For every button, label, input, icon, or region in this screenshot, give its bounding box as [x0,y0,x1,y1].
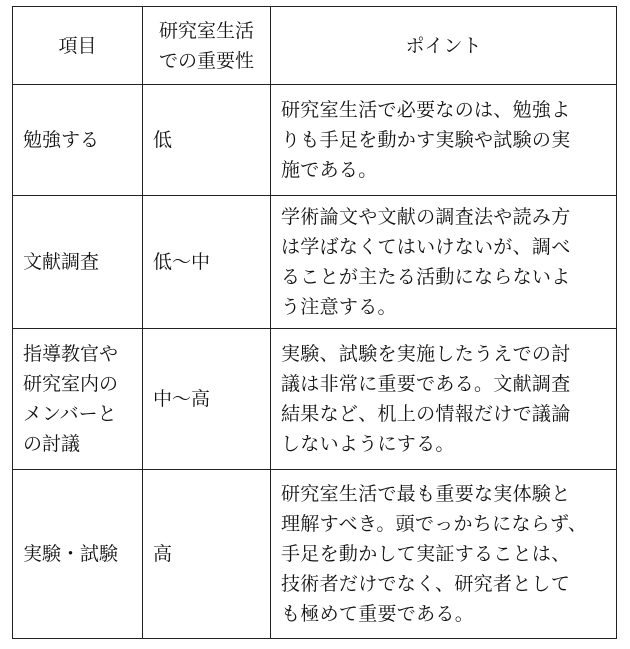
point-line: 理解すべき。頭でっかちにならず、 [281,513,588,535]
header-importance [143,7,271,85]
table-row [13,85,617,196]
item-line: の討議 [23,433,81,455]
point-line: 研究室生活で必要なのは、勉強よ [281,99,571,121]
importance-cell: 低～中 [143,196,271,329]
item-line: 文献調査 [23,251,100,273]
item-cell [13,85,143,196]
table-row [13,196,617,329]
header-importance-line: での重要性 [158,49,254,72]
point-line: も極めて重要である。 [281,603,475,625]
item-line: 指導教官や [23,343,119,365]
item-cell [13,470,143,639]
item-line: 勉強する [23,129,100,151]
point-line: は学ばなくてはいけないが、調べ [281,236,571,258]
point-line: う注意する。 [281,296,397,318]
header-importance-line: 研究室生活 [158,19,254,42]
item-cell [13,196,143,329]
point-line: ることが主たる活動にならないよ [281,266,571,288]
table-row [13,329,617,470]
point-line: 施である。 [281,159,378,181]
point-cell [271,85,617,196]
point-line: りも手足を動かす実験や試験の実 [281,129,571,151]
importance-cell: 低 [143,85,271,196]
item-cell [13,329,143,470]
point-cell [271,196,617,329]
point-line: 結果など、机上の情報だけで議論 [281,403,571,425]
item-line: 研究室内の [23,373,119,395]
point-line: 研究室生活で最も重要な実体験と [281,483,571,505]
point-line: 手足を動かして実証することは、 [281,543,571,565]
header-item: 項目 [13,7,143,85]
research-life-table [12,6,617,639]
point-line: しないようにする。 [281,433,455,455]
header-point: ポイント [271,7,617,85]
importance-cell: 高 [143,470,271,639]
point-line: 議は非常に重要である。文献調査 [281,373,571,395]
table-row [13,470,617,639]
importance-cell: 中～高 [143,329,271,470]
item-line: メンバーと [23,403,117,425]
point-cell [271,470,617,639]
point-cell [271,329,617,470]
point-line: 学術論文や文献の調査法や読み方 [281,206,571,228]
point-line: 技術者だけでなく、研究者として [281,573,571,595]
item-line: 実験・試験 [23,543,119,565]
point-line: 実験、試験を実施したうえでの討 [281,343,571,365]
header-row [13,7,617,85]
